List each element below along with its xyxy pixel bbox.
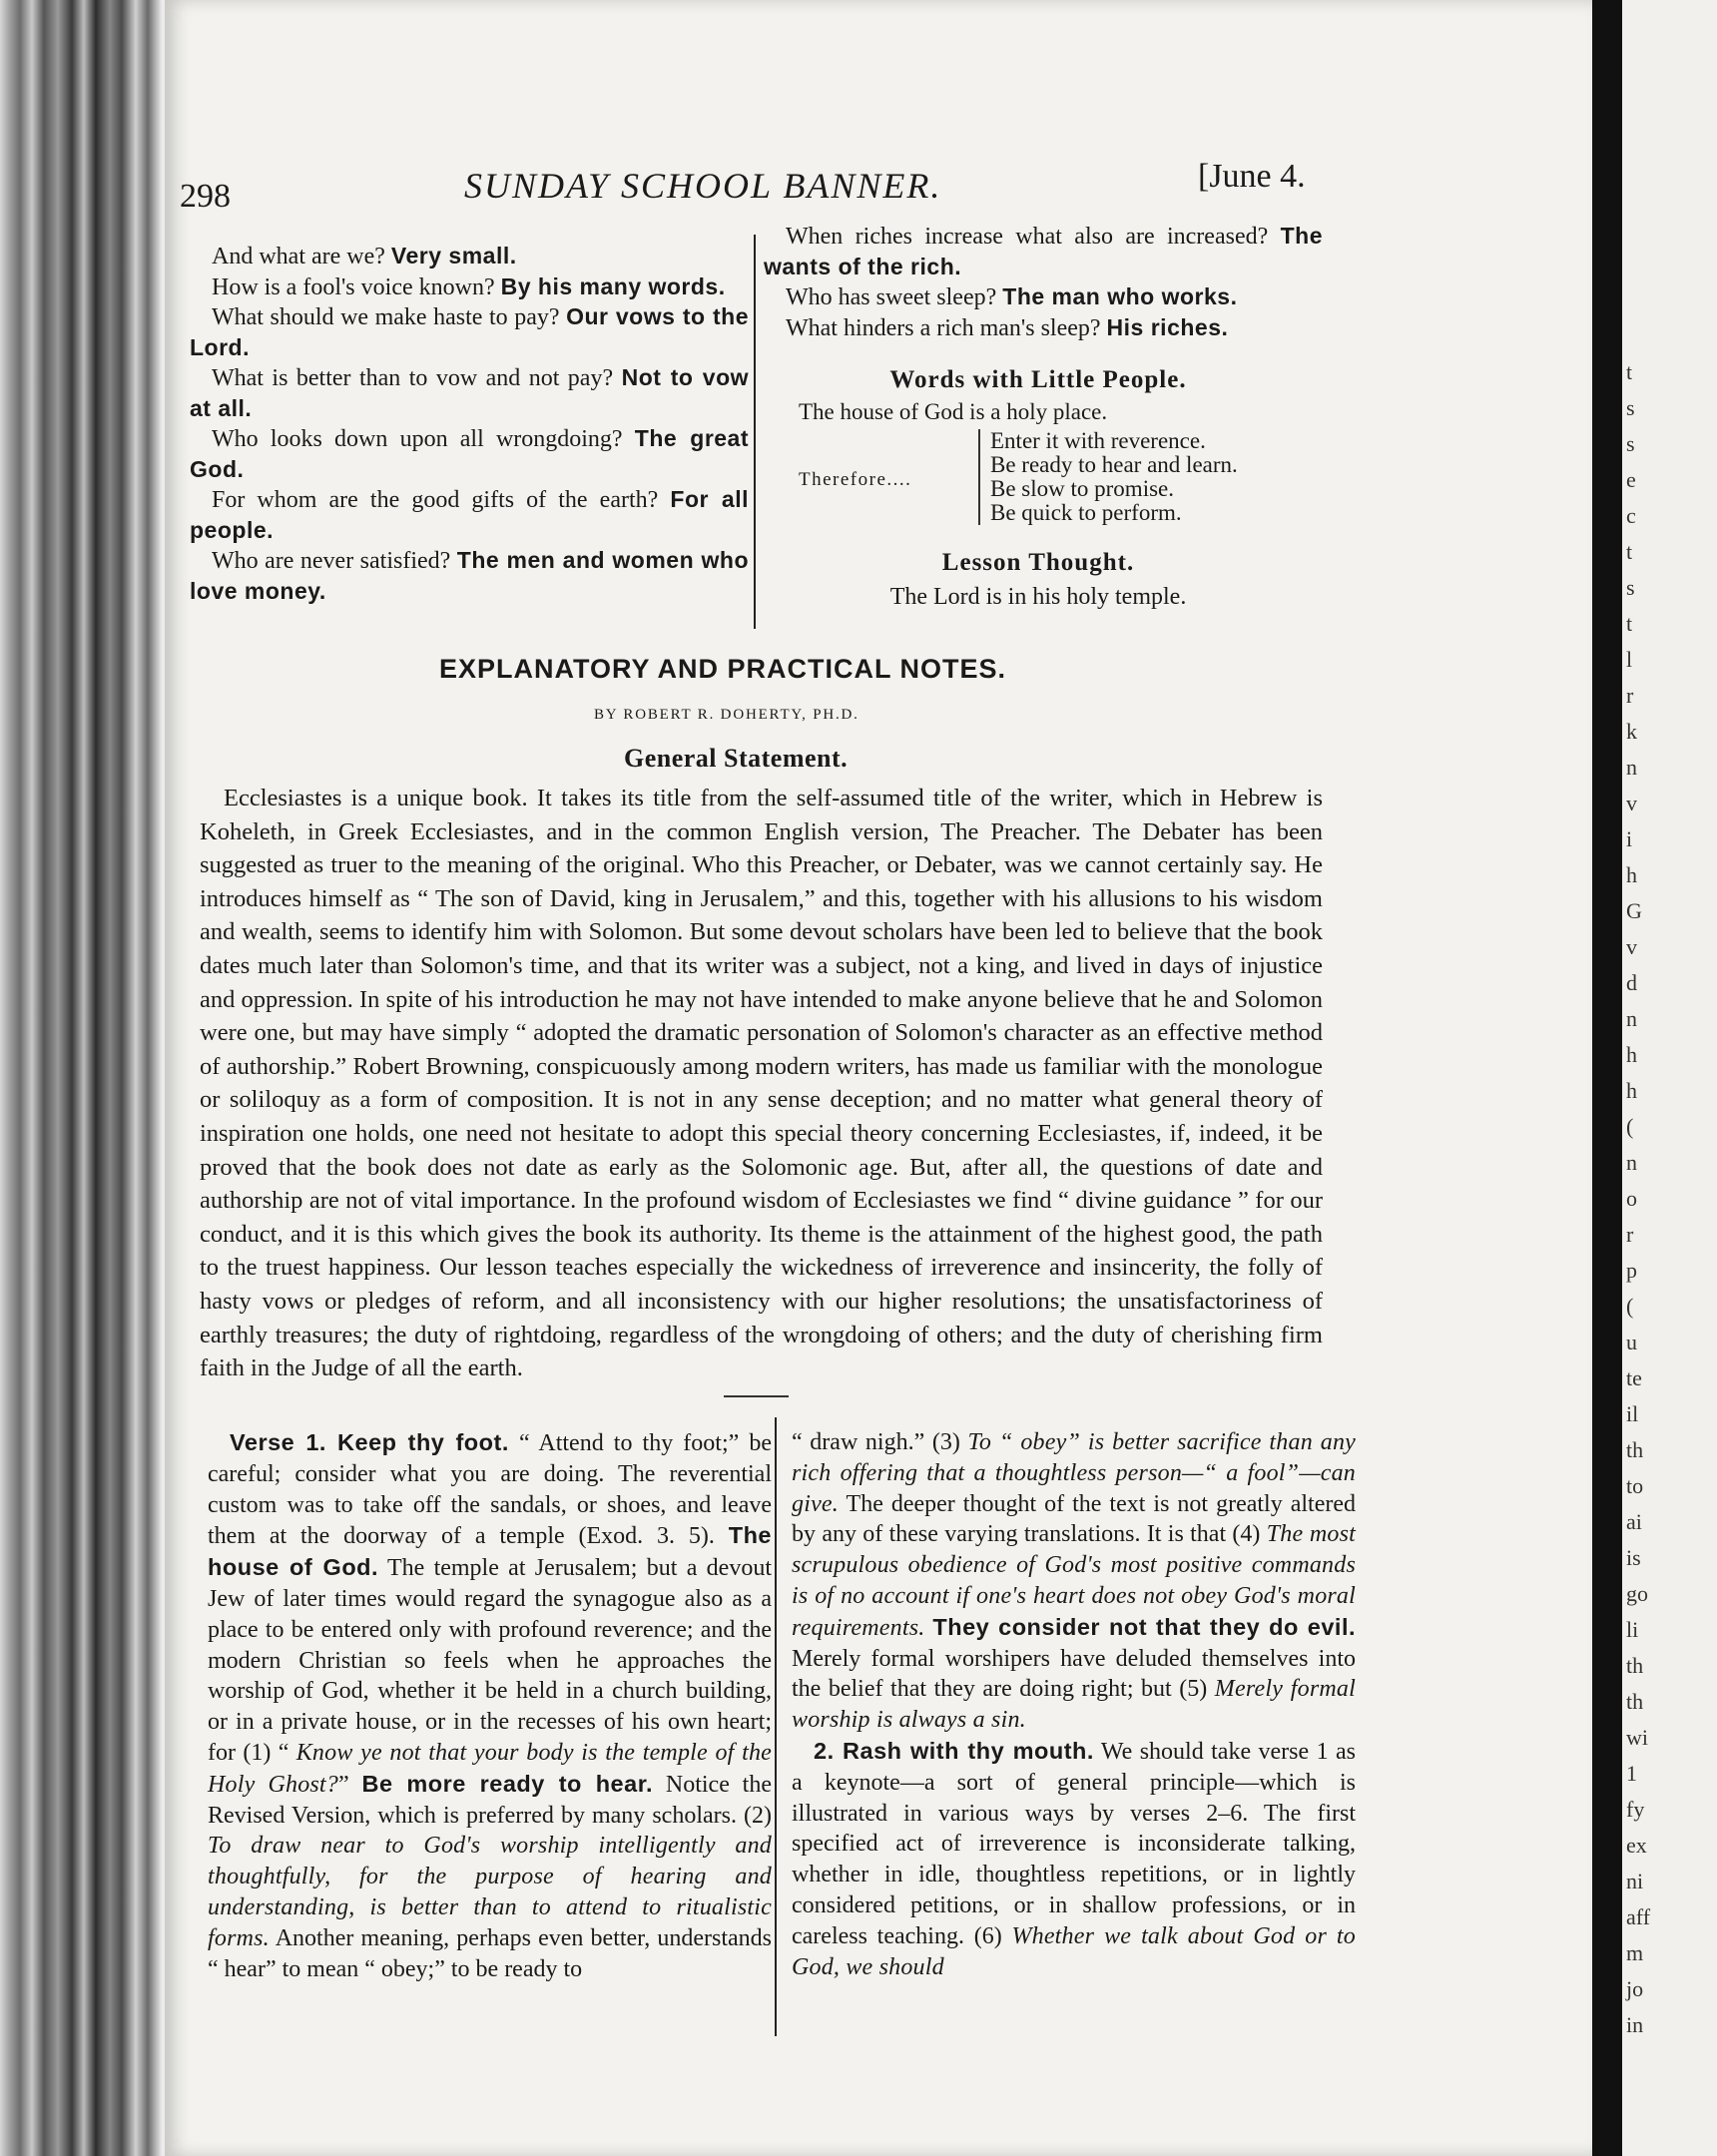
next-page-fragment: t [1626,539,1633,564]
next-page-fragment: go [1626,1581,1648,1606]
note-text: Notice the Revised Version, which is preferred by many scholars. (2) [208,1771,772,1829]
next-page-fragment: e [1626,467,1636,492]
general-statement-body: Ecclesiastes is a unique book. It takes its title from the self-assumed title of the writer, which in Hebrew is Koheleth, in Greek Ecclesiastes, and in the common English version, The Preacher. The Debater has been suggested as truer to the meaning of the original. Who this Preacher, or Debater, was we cannot certainly say. He introduces himself as “ The son of David, king in Jerusalem,” and this, together with his allusions to his wisdom and wealth, seems to identify him with Solomon. But some devout scholars have been led to believe that the book dates much later than Solomon's time, and that its writer was a subject, not a king, and lived in days of injustice and oppression. In spite of his introduction he may not have intended to make anyone believe that he and Solomon were one, but may have simply “ adopted the dramatic personation of Solomon's character as an effective method of authorship.” Robert Browning, conspicuously among modern writers, has made us familiar with the monologue or soliloquy as a form of composition. It is not in any sense deception; and no matter what general theory of inspiration one holds, one need not hesitate to adopt this special theory concerning Ecclesiastes, if, indeed, it be proved that the book does not date as early as the Solomonic age. But, after all, the questions of date and authorship are not of vital importance. In the profound wisdom of Ecclesiastes we find “ divine guidance ” for our conduct, and it is this which gives the book its authority. Its theme is the attainment of the highest good, the path to the truest happiness. Our lesson teaches especially the wickedness of irreverence and insincerity, the folly of hasty vows or pledges of reform, and all inconsistency with our higher resolutions; the unsatisfactoriness of earthly treasures; the duty of rightdoing, regardless of the wrongdoing of others; and the duty of cherishing firm faith in the Judge of all the earth. [200,785,1323,1382]
next-page-fragment: r [1626,683,1634,708]
qa-question: How is a fool's voice known? [212,273,495,300]
qa-item [764,313,1323,344]
qa-list-right [764,222,1323,343]
notes-heading: EXPLANATORY AND PRACTICAL NOTES. [439,654,1007,684]
byline: BY ROBERT R. DOHERTY, PH.D. [594,707,859,723]
verse-heading: Be more ready to hear. [361,1770,654,1797]
words-line: The house of God is a holy place. [799,399,1108,424]
next-page-fragment: ( [1626,1114,1634,1139]
qa-question: When riches increase what also are increased? [786,224,1269,250]
general-statement-heading: General Statement. [624,744,849,773]
verse-notes-paragraph [792,1736,1356,1982]
qa-answer: By his many words. [500,272,726,299]
next-page-fragment: wi [1626,1725,1648,1750]
next-page-fragment: t [1626,611,1633,636]
next-page-fragment: n [1626,1150,1637,1175]
page-number: 298 [180,178,231,215]
column-rule [775,1417,777,2036]
qa-question: Who are never satisfied? [212,548,451,574]
next-page-fragment: ai [1626,1509,1642,1534]
book-spine [0,0,170,2156]
next-page-fragment: jo [1626,1976,1644,2001]
qa-item [190,242,749,272]
next-page-fragment: d [1626,970,1637,995]
next-page-fragment: il [1626,1401,1639,1426]
qa-item [764,282,1323,313]
next-page-fragment: aff [1626,1904,1651,1929]
qa-item [190,485,749,546]
next-page-fragment: h [1626,1078,1637,1103]
italic-note: To “ obey” is better sacrifice than any rich offering that a thoughtless person—“ a fool”—can give. [792,1429,1356,1517]
next-page-fragment: c [1626,503,1636,528]
qa-answer: Our vows to the Lord. [190,303,749,360]
qa-item [190,546,749,607]
next-page-fragment: i [1626,826,1633,851]
note-text: We should take verse 1 as a keynote—a sort of general principle—which is illustrated in various ways by verses 2–6. The first specified act of irreverence is inconsiderate talking, whether in idle, thoughtless repetitions, or in lightly considered petitions, or in shallow professions, or in careless teaching. (6) [792,1738,1357,1949]
next-page-fragment: ( [1626,1294,1634,1319]
next-page-fragment: n [1626,1006,1637,1031]
qa-question: For whom are the good gifts of the earth? [212,487,659,513]
qa-answer: Very small. [390,243,517,269]
qa-answer: The wants of the rich. [764,223,1323,279]
qa-question: What hinders a rich man's sleep? [786,314,1101,341]
italic-note: Know ye not that your body is the temple of the Holy Ghost? [208,1739,772,1798]
next-page-fragment: ex [1626,1833,1647,1858]
next-page-fragment: in [1626,2012,1644,2037]
qa-question: What should we make haste to pay? [212,304,560,330]
page-gutter [1592,0,1622,2156]
next-page-fragment: m [1626,1940,1644,1965]
next-page-fragment: h [1626,1042,1637,1067]
italic-note: The most scrupulous obedience of God's most positive commands is of no account if one's heart does not obey God's moral requirements. [792,1521,1356,1641]
qa-answer: The man who works. [1002,283,1238,309]
italic-note: Whether we talk about God or to God, we should [792,1922,1356,1980]
qa-question: And what are we? [212,244,385,270]
lesson-text: The Lord is in his holy temple. [889,584,1187,610]
therefore-list [978,429,1238,525]
next-page-fragment: k [1626,719,1637,744]
lesson-heading: Lesson Thought. [941,549,1135,576]
therefore-label: Therefore.... [799,469,912,490]
qa-list-left [190,242,749,607]
note-text: “ draw nigh.” (3) [792,1429,968,1455]
next-page-fragment: G [1626,898,1642,923]
next-page-fragment: 1 [1626,1761,1637,1786]
qa-item [190,363,749,424]
next-page-fragment: is [1626,1545,1641,1570]
qa-answer: The great God. [190,425,750,482]
note-text: The deeper thought of the text is not greatly altered by any of these varying translations. It is that (4) [792,1490,1356,1548]
next-page-fragment: li [1626,1617,1639,1642]
next-page-fragment: u [1626,1330,1637,1354]
italic-note: To draw near to God's worship intelligently and thoughtfully, for the purpose of hearing and understanding, is better than to attend to ritualistic forms. [208,1833,772,1951]
next-page-fragment: l [1626,647,1633,672]
qa-answer: The men and women who love money. [190,547,749,604]
next-page-fragment: th [1626,1653,1644,1678]
qa-answer: Not to vow at all. [190,364,750,421]
next-page-fragment: p [1626,1258,1637,1283]
section-rule [724,1395,789,1397]
note-text: Another meaning, perhaps even better, understands “ hear” to mean “ obey;” to be ready to [208,1924,772,1982]
words-heading: Words with Little People. [889,366,1187,393]
header-date: [June 4. [1198,158,1306,195]
qa-question: Who looks down upon all wrongdoing? [212,426,623,452]
therefore-item: Be ready to hear and learn. [990,452,1238,477]
verse-heading: They consider not that they do evil. [932,1613,1356,1640]
next-page-fragment: te [1626,1365,1642,1390]
next-page-fragment: fy [1626,1797,1645,1822]
verse-heading: The house of God. [208,1522,772,1581]
next-page-fragment: s [1626,431,1635,456]
next-page-fragment: th [1626,1689,1644,1714]
qa-answer: His riches. [1106,313,1229,340]
qa-answer: For all people. [190,486,749,543]
qa-question: What is better than to vow and not pay? [212,365,614,391]
next-page-fragment: ni [1626,1869,1644,1893]
next-page-fragment: v [1626,934,1637,959]
next-page-fragment: h [1626,862,1637,887]
next-page-edge [1622,0,1717,2156]
next-page-fragment: v [1626,791,1637,815]
therefore-item: Enter it with reverence. [990,428,1206,453]
next-page-fragment: r [1626,1222,1634,1247]
verse-notes-right [792,1427,1356,1982]
verse-heading: 2. Rash with thy mouth. [814,1737,1094,1764]
note-text: The temple at Jerusalem; but a devout Jew of later times would regard the synagogue also as a place to be entered only with profound reverence; and the modern Christian so feels when he approaches the worship of God, whether it be held in a church building, or in a private house, or in the recesses of his own heart; for (1) “ [208,1555,772,1766]
note-text: ” [338,1771,362,1798]
next-page-fragment: t [1626,359,1633,384]
therefore-item: Be slow to promise. [990,476,1174,501]
verse-heading: Verse 1. Keep thy foot. [230,1429,509,1455]
verse-notes-paragraph [792,1427,1356,1736]
next-page-fragment: o [1626,1186,1637,1211]
therefore-item: Be quick to perform. [990,500,1182,525]
next-page-fragment: s [1626,575,1635,600]
qa-item [764,222,1323,282]
running-title: SUNDAY SCHOOL BANNER. [464,166,942,206]
next-page-fragment: s [1626,395,1635,420]
qa-question: Who has sweet sleep? [786,284,997,310]
italic-note: Merely formal worship is always a sin. [792,1676,1356,1734]
qa-item [190,302,749,363]
verse-notes-paragraph [208,1427,772,1984]
next-page-fragment: n [1626,755,1637,780]
verse-notes-left [208,1427,772,1984]
next-page-fragment: th [1626,1437,1644,1462]
next-page-fragment: to [1626,1473,1644,1498]
qa-item [190,424,749,485]
note-text: Merely formal worshipers have deluded themselves into the belief that they are doing right; but (5) [792,1645,1356,1703]
qa-item [190,272,749,303]
note-text: “ Attend to thy foot;” be careful; consider what you are doing. The reverential custom was to take off the sandals, or shoes, and leave them at the doorway of a temple (Exod. 3. 5). [208,1430,772,1550]
